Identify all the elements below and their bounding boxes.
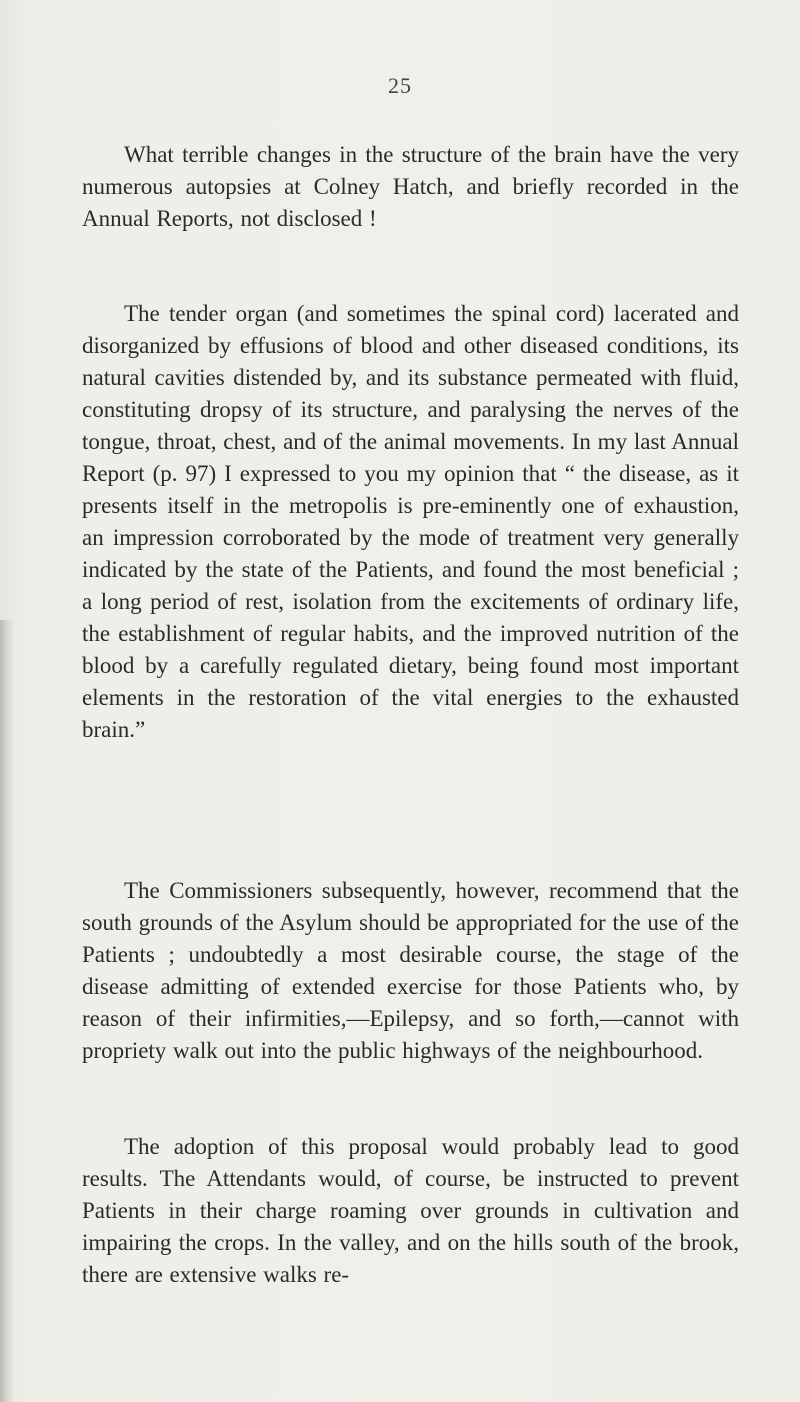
paragraph-commissioners: The Commissioners subsequently, however, recommend that the south grounds of the Asylum should be appropriated for the use of the Patients ; undoubtedly a most desirable course, the stage of the disease admitting of extended exercise for those Patients who, by reason of their infirmities,—Epilepsy, and so forth,—cannot with propriety walk out into the public highways of the neighbourhood. [82, 878, 739, 1063]
page-gutter-shadow [0, 620, 14, 1402]
paragraph-autopsies: What terrible changes in the structure of the brain have the very numerous autopsies at Colney Hatch, and briefly recorded in the Annual Reports, not disclosed ! [82, 142, 739, 231]
paragraph-brain-disease: The tender organ (and sometimes the spinal cord) lacerated and disorganized by effusions of blood and other diseased conditions, its natural cavities distended by, and its substance permeated with fluid, constituting dropsy of its structure, and paralysing the nerves of the tongue, throat, chest, and of the animal movements. In my last Annual Report (p. 97) I expressed to you my opinion that “ the disease, as it presents itself in the metropolis is pre-eminently one of exhaustion, an impression corroborated by the mode of treatment very generally indicated by the state of the Patients, and found the most beneficial ; a long period of rest, isolation from the excitements of ordinary life, the establishment of regular habits, and the improved nutrition of the blood by a carefully regulated dietary, being found most important elements in the restoration of the vital energies to the exhausted brain.” [82, 301, 739, 742]
paragraph-proposal: The adoption of this proposal would probably lead to good results. The Attendants would, of course, be instructed to prevent Patients in their charge roaming over grounds in cultivation and impairing the crops. In the valley, and on the hills south of the brook, there are extensive walks re- [82, 1134, 739, 1287]
page-number: 25 [388, 73, 412, 98]
